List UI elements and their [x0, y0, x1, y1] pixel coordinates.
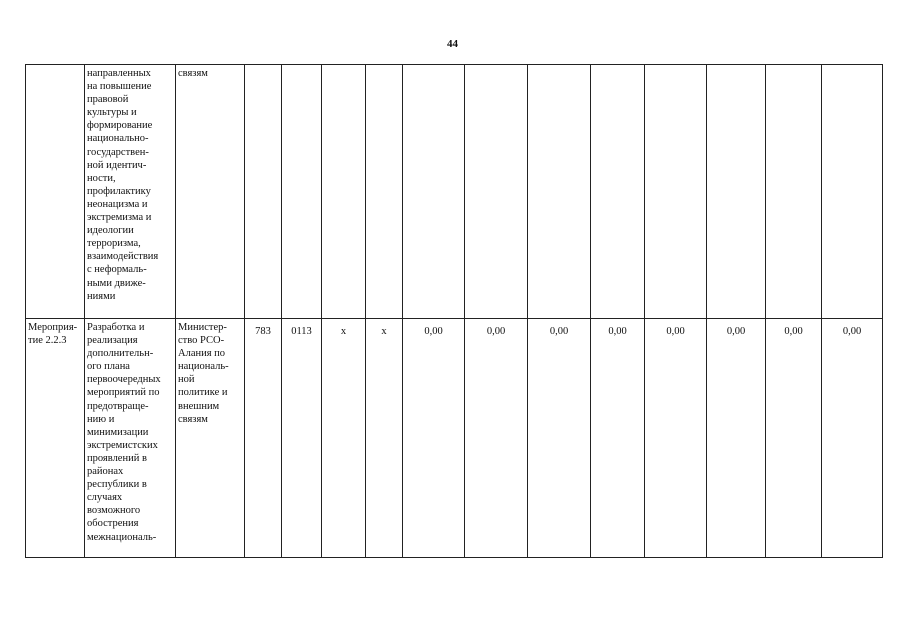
amount-cell	[403, 65, 465, 319]
amount-cell: 0,00	[465, 319, 528, 558]
measure-label-cell	[26, 65, 85, 319]
amount-cell	[766, 65, 822, 319]
amount-cell	[528, 65, 591, 319]
code-cell: х	[366, 319, 403, 558]
amount-cell	[645, 65, 707, 319]
measure-description-cell: Разработка и реализация дополнительн- ого плана первоочередных мероприятий по предотвраще- нию и минимизации экстремистских проявлений в районах республики в случаях возможного обострения межнациональ-	[85, 319, 176, 558]
page-number: 44	[447, 38, 458, 50]
amount-cell: 0,00	[403, 319, 465, 558]
executor-cell: Министер- ство РСО- Алания по националь- ной политике и внешним связям	[176, 319, 245, 558]
code-cell: х	[322, 319, 366, 558]
executor-cell: связям	[176, 65, 245, 319]
code-cell: 783	[245, 319, 282, 558]
code-cell	[366, 65, 403, 319]
amount-cell: 0,00	[528, 319, 591, 558]
code-cell: 0113	[282, 319, 322, 558]
code-cell	[282, 65, 322, 319]
amount-cell	[707, 65, 766, 319]
amount-cell: 0,00	[591, 319, 645, 558]
amount-cell	[465, 65, 528, 319]
amount-cell: 0,00	[766, 319, 822, 558]
code-cell	[245, 65, 282, 319]
budget-table	[25, 64, 883, 558]
amount-cell: 0,00	[822, 319, 883, 558]
amount-cell	[822, 65, 883, 319]
code-cell	[322, 65, 366, 319]
table-row	[26, 65, 883, 319]
amount-cell: 0,00	[645, 319, 707, 558]
measure-description-cell: направленных на повышение правовой культуры и формирование национально- государствен- ной идентич- ности, профилактику неонацизма и экстремизма и идеологии терроризма, взаимодействия с неформаль- ными движе- ниями	[85, 65, 176, 319]
measure-label-cell: Мероприя- тие 2.2.3	[26, 319, 85, 558]
table-row	[26, 319, 883, 558]
amount-cell: 0,00	[707, 319, 766, 558]
amount-cell	[591, 65, 645, 319]
